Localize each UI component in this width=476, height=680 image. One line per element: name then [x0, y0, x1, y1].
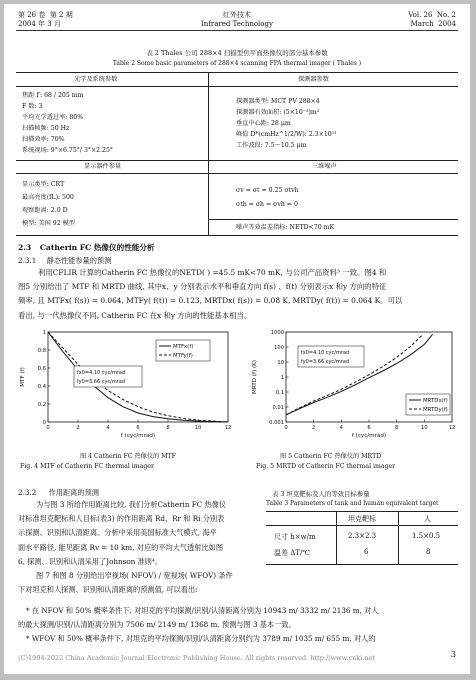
table3-title-en: Table 3 Parameters of tank and human equivalent target [266, 500, 439, 507]
subsection-1-number: 2.3.1 [18, 256, 37, 265]
x-tick-label: 12 [448, 425, 456, 431]
y-tick-label: 0.2 [37, 402, 46, 408]
bullet-list [18, 604, 379, 646]
table3-row-temp-tank: 6 [364, 548, 369, 556]
table3-row-temp-human: 8 [426, 548, 431, 556]
y-tick-label: 100 [274, 345, 284, 351]
subsection-2-title: 作用距离的预测 [48, 488, 99, 497]
param-noise1: σv = σt = 0.25 σtvh [236, 187, 299, 194]
table2-optics-params [22, 90, 113, 156]
x-axis-label: f (cyc/mrad) [351, 433, 387, 439]
x-tick-label: 2 [76, 425, 80, 431]
table2-mid-rule [16, 160, 458, 161]
param-pitch: 垂直中心距: 28 μm [236, 120, 291, 127]
x-tick-label: 6 [136, 425, 140, 431]
fig4-caption [20, 452, 176, 471]
table3-row-temp-label: 温差 ΔT/℃ [274, 549, 311, 557]
y-tick-label: 0.4 [37, 384, 46, 390]
table3-col-human: 人 [424, 515, 431, 523]
p2-line: 6, 探测、识别和认清采用了Johnson 准则⁴。 [18, 556, 163, 566]
table3 [266, 511, 458, 565]
table2-title-en: Table 2 Some basic parameters of 288×4 scanning FPA thermal imager ( Thales ) [112, 60, 362, 67]
y-tick-label: 1 [280, 375, 284, 381]
x-tick-label: 8 [166, 425, 170, 431]
y-tick-label: 10 [277, 360, 284, 366]
bullet-line: 的最大探测/识别/认清距离分别为 7506 m/ 2149 m/ 1368 m, 预测与图 3 基本一致。 [18, 620, 296, 629]
header-center: 红外技术 Infrared Technology [201, 11, 273, 28]
x-tick-label: 4 [106, 425, 110, 431]
param-fov: 系统视场: 9°×6.75°/ 3°×2.25° [22, 147, 114, 154]
param-fnum: F 数: 3 [22, 103, 43, 110]
fig5-caption [256, 452, 395, 471]
x-tick-label: 8 [395, 425, 399, 431]
p1-line: 利用CFLIR 计算的Catherin FC 热像仪的NETD( ) =45.5 mK<70 mK, 与公司产品资料³ 一致。图4 和 [38, 268, 387, 277]
y-axis-label: MRTD (f) (K) [252, 360, 258, 394]
annotation-text: fy0=3.66 cyc/mrad [301, 359, 350, 365]
table2-top-rule [16, 72, 458, 73]
x-tick-label: 2 [312, 425, 316, 431]
legend-label: MRTDx(f) [423, 398, 448, 404]
y-tick-label: 0.1 [275, 390, 284, 396]
param-noise2: σth = σh = σvh = 0 [236, 201, 298, 208]
param-det-type: 探测器类型: MCT PV 288×4 [236, 98, 320, 105]
x-tick-label: 10 [421, 425, 428, 431]
y-tick-label: 0.01 [272, 405, 284, 411]
subsection-1-heading [18, 256, 111, 266]
x-tick-label: 12 [224, 425, 232, 431]
page-number: 3 [450, 650, 456, 659]
y-axis-label: MTF (f) [20, 367, 26, 387]
legend-label: MTFy(f) [173, 353, 193, 359]
table3-row-size-label: 尺寸 h×w/m [274, 533, 316, 541]
param-transmit: 平均光学透过率: 80% [22, 114, 84, 121]
table2-mid-rule2 [16, 173, 458, 174]
table2-head-rule [16, 86, 458, 87]
paragraph-2 [18, 498, 233, 597]
journal-page [4, 4, 470, 674]
table3-col-divider [398, 511, 399, 565]
y-tick-label: 0 [42, 420, 46, 426]
table2-head-display: 显示器件参量 [84, 163, 122, 170]
x-tick-label: 0 [46, 425, 50, 431]
fig5-caption-cn: 图 5 Catherin FC 热像仪的 MRTD [280, 453, 382, 460]
paragraph-1 [18, 266, 402, 323]
param-dstar: 峰值 D*(cmHz^1/2/W): 2.3×10¹¹ [236, 131, 337, 138]
table2-col-divider [208, 72, 209, 235]
fig4-caption-en: Fig. 4 MTF of Catherin FC thermal imager [20, 462, 154, 470]
subsection-2-heading [18, 488, 99, 498]
p1-line: 看出, 与一代热像仪不同, Catherin FC 在x 和y 方向的性能基本相当。 [18, 310, 252, 320]
table2-noise-params [236, 184, 299, 212]
y-tick-label: 0.6 [37, 366, 46, 372]
section-heading [18, 242, 155, 253]
subsection-2-number: 2.3.2 [18, 488, 37, 497]
fig4-caption-cn: 图 4 Catherin FC 热像仪的 MTF [80, 453, 176, 460]
table2-netd-rule [208, 219, 458, 220]
p2-line: 面水平路径, 能见距离 Rv = 10 km, 对应的平均大气透射比如图 [18, 542, 224, 552]
bullet-line: * 在 NFOV 和 50% 概率条件下, 对坦克的平均探测/识别/认清距离分别为 10943 m/ 3332 m/ 2136 m, 对人 [26, 606, 379, 615]
table2-detector-params [236, 96, 337, 151]
table2-head-noise: 三维噪声 [312, 163, 337, 170]
p2-line: 下对坦克和人探测、识别和认清距离的预测值, 可以看出: [18, 585, 198, 595]
table3-col-divider [336, 511, 337, 565]
param-brightness: 最高亮度(fL): 500 [22, 194, 74, 201]
running-header [16, 10, 458, 31]
footer-text: (C)1994-2022 China Academic Journal Electronic Publishing House. All rights reserved. http://www.cnki.net [18, 654, 376, 662]
param-model: 模型: 美国 92 模型 [22, 220, 75, 227]
p1-line: 频率, 且 MTFx( f(s)) = 0.064, MTFy( f(t)) = 0.123, MRTDx( f(s)) = 0.08 K, MRTDy( f(t)) = 0.064 K。可以 [18, 296, 403, 306]
p2-line: 图 7 和图 8 分别给出窄视场( NFOV) / 宽视场( WFOV) 条件 [36, 571, 233, 581]
param-band: 工作波段: 7.5～10.5 μm [236, 142, 307, 149]
param-focal: 焦距 f′: 68 / 205 mm [22, 92, 84, 99]
p1-line: 图5 分别给出了 MTF 和 MRTD 曲线, 其中x、y 分别表示水平和垂直方向 f(s) 、f(t) 分别表示x 和y 方向的特征 [18, 282, 387, 292]
annotation-text: fy0=3.66 cyc/mrad [77, 379, 126, 385]
table2-display-params [22, 178, 75, 230]
y-tick-label: 0.8 [37, 348, 46, 354]
table3-row-size-human: 1.5×0.5 [412, 532, 441, 540]
table3-head-rule [266, 525, 458, 526]
y-tick-label: 1000 [270, 330, 284, 336]
param-view-dist: 观察距离: 2.0 D [22, 207, 68, 214]
mtf-chart [16, 326, 236, 446]
mrtd-chart [248, 326, 458, 446]
section-number: 2.3 [18, 243, 32, 252]
header-right: Vol. 26 No. 2 March 2004 [408, 11, 456, 28]
param-scan-eff: 扫描效率: 70% [22, 136, 65, 143]
p2-line: 对标准坦克靶标和人目标(表3) 的作用距离 Rd、Rr 和 Ri 分别表 [18, 514, 225, 524]
x-tick-label: 6 [367, 425, 371, 431]
x-tick-label: 10 [194, 425, 202, 431]
param-disp-type: 显示类型: CRT [22, 181, 65, 188]
table3-col-tank: 坦克靶标 [348, 515, 376, 523]
table3-top-rule [266, 511, 458, 512]
table3-bottom-rule [266, 564, 458, 565]
p2-line: 为与图 3 所给作用距离比较, 我们分析Catherin FC 热像仪 [36, 500, 227, 509]
table2-bottom-rule [16, 235, 458, 236]
annotation-text: fx0=4.10 cyc/mrad [77, 370, 126, 376]
copyright-footer [18, 650, 456, 664]
table2-title-cn: 表 2 Thales 公司 288×4 扫描型焦平面热像仪的部分基本参数 [146, 49, 328, 57]
x-tick-label: 4 [339, 425, 343, 431]
param-frame: 扫描帧频: 50 Hz [22, 125, 70, 132]
legend-label: MTFx(f) [173, 344, 194, 350]
subsection-1-title: 静态性能参量的预测 [46, 256, 112, 265]
x-axis-label: f (cyc/mrad) [120, 433, 156, 439]
y-tick-label: 1 [42, 330, 46, 336]
p2-line: 示探测、识别和认清距离。分析中采用美国标准大气模式, 海平 [18, 528, 217, 538]
table2-head-optics: 光学及系统参数 [74, 76, 118, 83]
table3-row-size-tank: 2.3×2.3 [348, 532, 377, 540]
section-title: Catherin FC 热像仪的性能分析 [39, 243, 155, 252]
bullet-line: * WFOV 和 50% 概率条件下, 对坦克的平均探测/识别/认清距离分别约为 3789 m/ 1035 m/ 655 m, 对人的 [26, 634, 376, 643]
fig5-caption-en: Fig. 5 MRTD of Catherin FC thermal imager [256, 462, 396, 470]
legend-label: MRTDy(f) [423, 407, 448, 413]
param-det-area: 探测器有效面积: (5×10⁻⁵)m² [236, 109, 320, 116]
annotation-text: fx0=4.10 cyc/mrad [301, 350, 350, 356]
table3-title-cn: 表 3 坦克靶标及人的等效目标参量 [272, 490, 370, 498]
x-tick-label: 0 [284, 425, 288, 431]
table2-head-detector: 探测器参数 [298, 76, 329, 83]
header-left: 第 26 卷 第 2 期 2004 年 3 月 [18, 11, 73, 28]
y-tick-label: 0.001 [269, 420, 284, 426]
param-netd: 噪声等效温差指标: NETD<70 mK [236, 224, 335, 231]
